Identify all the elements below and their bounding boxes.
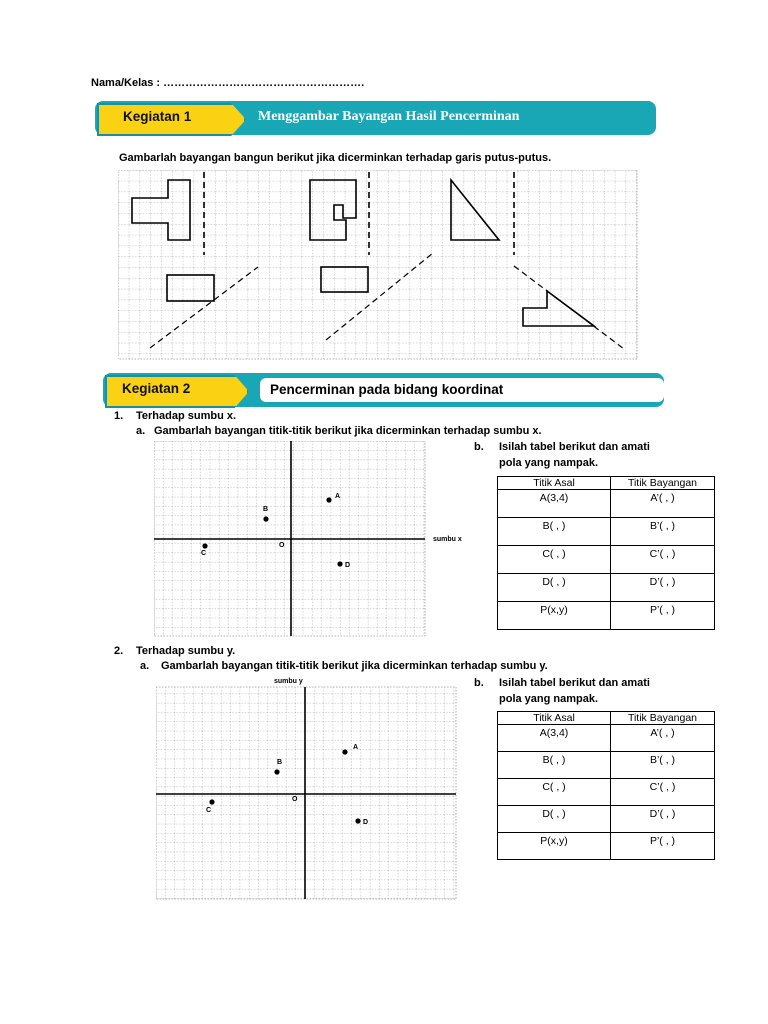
part-2-point-b <box>274 769 279 774</box>
part-1-a-text: Gambarlah bayangan titik-titik berikut jika dicerminkan terhadap sumbu x. <box>154 425 542 437</box>
table-cell: P’( , ) <box>611 602 715 630</box>
part-2-grid <box>156 687 456 899</box>
part-1-point-a <box>326 497 331 502</box>
part-2-a-text: Gambarlah bayangan titik-titik berikut jika dicerminkan terhadap sumbu y. <box>161 660 548 672</box>
part-2-label-d: D <box>363 819 369 826</box>
part-2-axis-label: sumbu y <box>274 678 303 685</box>
table-row <box>498 779 715 806</box>
table-row <box>498 752 715 779</box>
part-1-b-text-2: pola yang nampak. <box>499 457 599 469</box>
table-cell: P’( , ) <box>611 833 715 860</box>
table-cell: P(x,y) <box>498 602 611 630</box>
table-cell: D( , ) <box>498 574 611 602</box>
table-row <box>498 806 715 833</box>
part-2-point-d <box>355 818 360 823</box>
table-cell: A(3,4) <box>498 725 611 752</box>
part-1-a-letter: a. <box>136 425 146 437</box>
part-2-label-c: C <box>206 807 212 814</box>
table-cell: P(x,y) <box>498 833 611 860</box>
part-2-origin-label: O <box>292 796 298 803</box>
table-cell: C’( , ) <box>611 546 715 574</box>
part-2-label-a: A <box>353 744 359 751</box>
table-cell: B’( , ) <box>611 752 715 779</box>
part-1-axis-label: sumbu x <box>433 536 462 543</box>
part-1-table-header: Titik Asal <box>498 477 611 490</box>
table-row <box>498 574 715 602</box>
part-1-heading: Terhadap sumbu x. <box>136 410 237 422</box>
kegiatan-2-title <box>260 378 664 402</box>
part-1-table <box>497 476 715 630</box>
kegiatan-1-instruction: Gambarlah bayangan bangun berikut jika dicerminkan terhadap garis putus-putus. <box>119 152 552 164</box>
part-2-coordinate-plane <box>156 675 461 901</box>
part-1-coordinate-plane <box>154 441 474 639</box>
table-cell: C’( , ) <box>611 779 715 806</box>
table-cell: B( , ) <box>498 752 611 779</box>
part-1-label-c: C <box>201 550 207 557</box>
grid-background <box>118 170 637 359</box>
kegiatan-1-title: Menggambar Bayangan Hasil Pencerminan <box>258 109 520 124</box>
kegiatan-2-title-text: Pencerminan pada bidang koordinat <box>270 382 504 397</box>
part-2-table-header: Titik Asal <box>498 712 611 725</box>
table-cell: B( , ) <box>498 518 611 546</box>
part-1-label-b: B <box>263 506 269 513</box>
table-cell: A(3,4) <box>498 490 611 518</box>
part-2-point-a <box>342 749 347 754</box>
table-cell: B’( , ) <box>611 518 715 546</box>
part-2-b-letter: b. <box>474 677 484 689</box>
part-1-b-letter: b. <box>474 441 484 453</box>
part-1-label-a: A <box>335 493 341 500</box>
part-1-point-c <box>202 543 207 548</box>
table-row <box>498 518 715 546</box>
table-cell: D( , ) <box>498 806 611 833</box>
part-1-table-header-row <box>498 477 715 490</box>
part-1-point-d <box>337 561 342 566</box>
table-cell: C( , ) <box>498 546 611 574</box>
table-row <box>498 490 715 518</box>
part-1-number: 1. <box>114 410 124 422</box>
part-1-point-b <box>263 516 268 521</box>
table-row <box>498 725 715 752</box>
part-2-label-b: B <box>277 759 283 766</box>
table-row <box>498 833 715 860</box>
part-2-b-text-2: pola yang nampak. <box>499 693 599 705</box>
part-2-point-c <box>209 799 214 804</box>
table-row <box>498 602 715 630</box>
part-2-table <box>497 711 715 860</box>
table-cell: D’( , ) <box>611 806 715 833</box>
part-1-origin-label: O <box>279 542 285 549</box>
reflection-shapes-grid <box>118 170 638 360</box>
part-1-table-header: Titik Bayangan <box>611 477 715 490</box>
table-row <box>498 546 715 574</box>
part-2-heading: Terhadap sumbu y. <box>136 645 236 657</box>
table-cell: A’( , ) <box>611 490 715 518</box>
kegiatan-2-tag-label: Kegiatan 2 <box>122 381 191 396</box>
part-1-b-text-1: Isilah tabel berikut dan amati <box>499 441 650 453</box>
table-cell: C( , ) <box>498 779 611 806</box>
part-2-table-header-row <box>498 712 715 725</box>
part-2-number: 2. <box>114 645 124 657</box>
name-class-line: Nama/Kelas : ………………………………………………. <box>91 77 365 89</box>
part-2-table-header: Titik Bayangan <box>611 712 715 725</box>
kegiatan-1-tag-label: Kegiatan 1 <box>123 109 192 124</box>
part-2-b-text-1: Isilah tabel berikut dan amati <box>499 677 650 689</box>
table-cell: A’( , ) <box>611 725 715 752</box>
table-cell: D’( , ) <box>611 574 715 602</box>
part-1-label-d: D <box>345 562 351 569</box>
part-2-a-letter: a. <box>140 660 150 672</box>
